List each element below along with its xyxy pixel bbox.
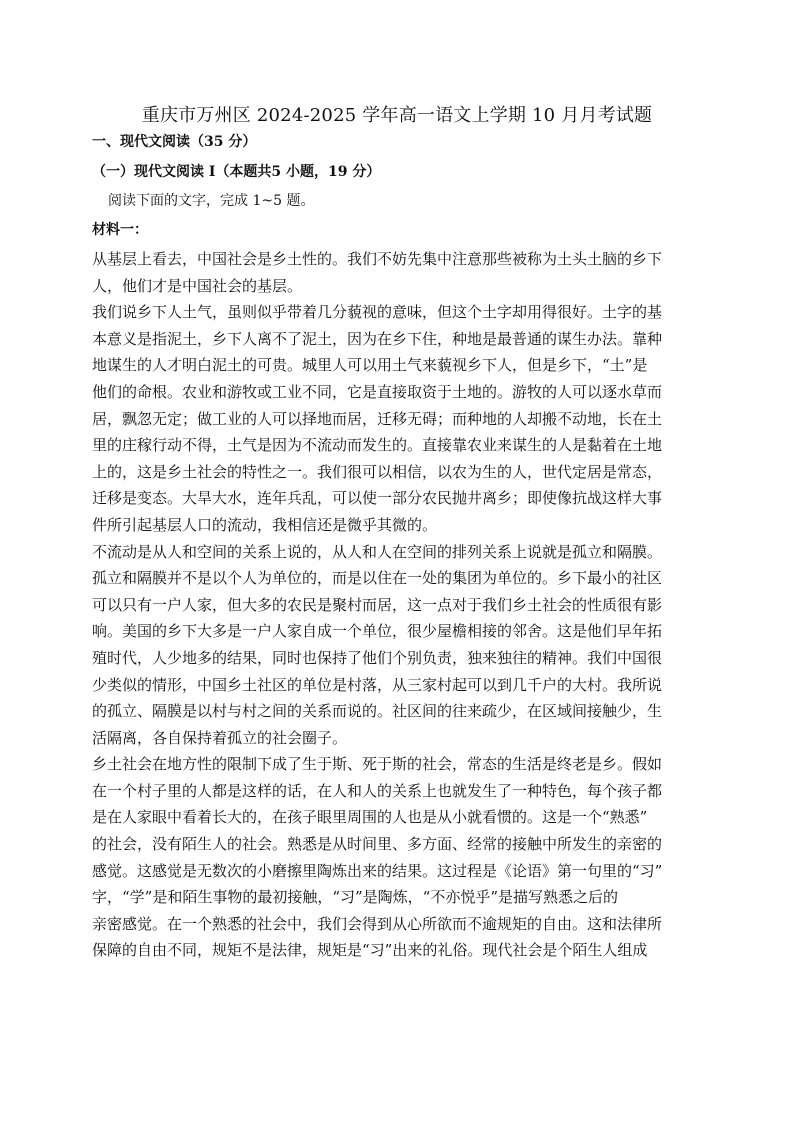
passage-line: 字，“学”是和陌生事物的最初接触，“习”是陶炼，“不亦悦乎”是描写熟悉之后的 <box>92 888 619 907</box>
passage-line: 上的，这是乡土社会的特性之一。我们很可以相信，以农为生的人，世代定居是常态， <box>92 462 663 481</box>
passage-line: 响。美国的乡下大多是一户人家自成一个单位，很少屋檐相接的邻舍。这是他们早年拓 <box>92 622 663 641</box>
passage-body <box>92 246 702 964</box>
passage-line: 从基层上看去，中国社会是乡土性的。我们不妨先集中注意那些被称为土头土脑的乡下 <box>92 250 663 268</box>
passage-line: 我们说乡下人土气，虽则似乎带着几分藐视的意味，但这个土字却用得很好。土字的基 <box>92 303 663 322</box>
material-label: 材料一： <box>92 222 148 238</box>
passage-line: 乡土社会在地方性的限制下成了生于斯、死于斯的社会，常态的生活是终老是乡。假如 <box>92 755 663 774</box>
passage-line: 孤立和隔膜并不是以个人为单位的，而是以住在一处的集团为单位的。乡下最小的社区 <box>92 569 663 588</box>
passage-line: 殖时代，人少地多的结果，同时也保持了他们个别负责，独来独往的精神。我们中国很 <box>92 648 663 667</box>
passage-line: 居，飘忽无定；做工业的人可以择地而居，迁移无碍；而种地的人却搬不动地，长在土 <box>92 409 663 428</box>
passage-line: 件所引起基层人口的流动，我相信还是微乎其微的。 <box>92 515 438 534</box>
passage-line: 活隔离，各自保持着孤立的社会圈子。 <box>92 728 348 747</box>
passage-line: 是在人家眼中看着长大的，在孩子眼里周围的人也是从小就看惯的。这是一个“熟悉” <box>92 808 648 827</box>
passage-line: 地谋生的人才明白泥土的可贵。城里人可以用土气来藐视乡下人，但是乡下，“土”是 <box>92 356 648 375</box>
passage-line: 人，他们才是中国社会的基层。 <box>92 276 303 295</box>
passage-line: 可以只有一户人家，但大多的农民是聚村而居，这一点对于我们乡土社会的性质很有影 <box>92 595 663 614</box>
document-title: 重庆市万州区 2024-2025 学年高一语文上学期 10 月月考试题 <box>141 105 653 126</box>
passage-line: 不流动是从人和空间的关系上说的，从人和人在空间的排列关系上说就是孤立和隔膜。 <box>92 542 663 561</box>
passage-line: 里的庄稼行动不得，土气是因为不流动而发生的。直接靠农业来谋生的人是黏着在土地 <box>92 436 663 455</box>
passage-line: 在一个村子里的人都是这样的话，在人和人的关系上也就发生了一种特色，每个孩子都 <box>92 781 663 800</box>
reading-instruction: 阅读下面的文字，完成 1~5 题。 <box>108 193 315 209</box>
section-heading: 一、现代文阅读（35 分） <box>92 134 257 150</box>
passage-line: 保障的自由不同，规矩不是法律，规矩是“习”出来的礼俗。现代社会是个陌生人组成 <box>92 941 648 960</box>
passage-line: 他们的命根。农业和游牧或工业不同，它是直接取资于土地的。游牧的人可以逐水草而 <box>92 382 663 401</box>
passage-line: 迁移是变态。大旱大水，连年兵乱，可以使一部分农民抛井离乡；即使像抗战这样大事 <box>92 489 663 508</box>
passage-line: 感觉。这感觉是无数次的小磨擦里陶炼出来的结果。这过程是《论语》第一句里的“习” <box>92 861 663 880</box>
passage-line: 的孤立、隔膜是以村与村之间的关系而说的。社区间的往来疏少，在区域间接触少，生 <box>92 702 663 721</box>
passage-line: 亲密感觉。在一个熟悉的社会中，我们会得到从心所欲而不逾规矩的自由。这和法律所 <box>92 914 663 933</box>
passage-line: 少类似的情形，中国乡土社区的单位是村落，从三家村起可以到几千户的大村。我所说 <box>92 675 663 694</box>
passage-line: 的社会，没有陌生人的社会。熟悉是从时间里、多方面、经常的接触中所发生的亲密的 <box>92 835 663 854</box>
sub-section-heading: （一）现代文阅读 Ⅰ（本题共5 小题，19 分） <box>92 164 381 180</box>
passage-line: 本意义是指泥土，乡下人离不了泥土，因为在乡下住，种地是最普通的谋生办法。靠种 <box>92 329 663 348</box>
